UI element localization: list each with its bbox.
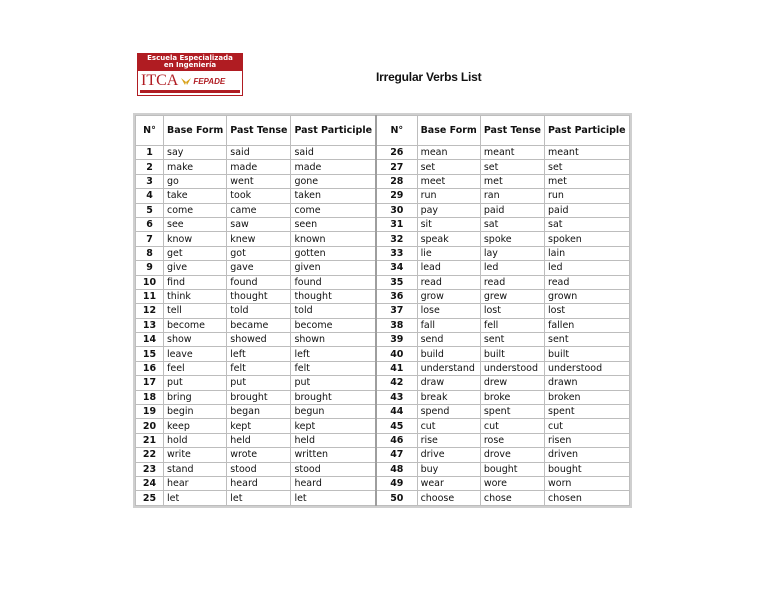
past-tense-cell: meant: [480, 146, 544, 160]
past-participle-cell: grown: [545, 289, 630, 303]
number-cell: 19: [136, 405, 164, 419]
number-cell: 34: [376, 261, 417, 275]
past-participle-cell: come: [291, 203, 376, 217]
past-participle-cell: seen: [291, 217, 376, 231]
past-tense-cell: set: [480, 160, 544, 174]
logo-line1: Escuela Especializada: [147, 54, 233, 62]
base-form-cell: lead: [417, 261, 480, 275]
number-cell: 31: [376, 217, 417, 231]
base-form-cell: wear: [417, 476, 480, 490]
past-tense-cell: got: [227, 246, 291, 260]
past-participle-cell: let: [291, 491, 376, 505]
past-participle-cell: set: [545, 160, 630, 174]
number-cell: 36: [376, 289, 417, 303]
base-form-cell: break: [417, 390, 480, 404]
table-row: [136, 405, 630, 419]
number-cell: 46: [376, 433, 417, 447]
base-form-cell: hear: [164, 476, 227, 490]
base-form-cell: give: [164, 261, 227, 275]
number-cell: 6: [136, 217, 164, 231]
number-cell: 38: [376, 318, 417, 332]
base-form-cell: say: [164, 146, 227, 160]
past-participle-cell: told: [291, 304, 376, 318]
logo-fepade-text: FEPADE: [193, 76, 226, 86]
column-header-number-left: N°: [136, 116, 164, 146]
past-participle-cell: paid: [545, 203, 630, 217]
number-cell: 37: [376, 304, 417, 318]
number-cell: 8: [136, 246, 164, 260]
number-cell: 32: [376, 232, 417, 246]
number-cell: 10: [136, 275, 164, 289]
past-participle-cell: understood: [545, 361, 630, 375]
number-cell: 23: [136, 462, 164, 476]
table-row: [136, 419, 630, 433]
base-form-cell: know: [164, 232, 227, 246]
table-row: [136, 491, 630, 505]
number-cell: 7: [136, 232, 164, 246]
number-cell: 49: [376, 476, 417, 490]
past-tense-cell: grew: [480, 289, 544, 303]
table-row: [136, 333, 630, 347]
base-form-cell: speak: [417, 232, 480, 246]
past-participle-cell: gotten: [291, 246, 376, 260]
past-participle-cell: held: [291, 433, 376, 447]
past-participle-cell: met: [545, 174, 630, 188]
table-row: [136, 217, 630, 231]
logo-itca-text: ITCA: [141, 72, 179, 89]
page-title: Irregular Verbs List: [376, 70, 482, 84]
past-participle-cell: lost: [545, 304, 630, 318]
number-cell: 22: [136, 448, 164, 462]
number-cell: 50: [376, 491, 417, 505]
number-cell: 27: [376, 160, 417, 174]
base-form-cell: run: [417, 189, 480, 203]
number-cell: 24: [136, 476, 164, 490]
base-form-cell: sit: [417, 217, 480, 231]
past-tense-cell: came: [227, 203, 291, 217]
logo-brand-row: [138, 71, 242, 89]
base-form-cell: take: [164, 189, 227, 203]
past-tense-cell: bought: [480, 462, 544, 476]
past-participle-cell: left: [291, 347, 376, 361]
table-row: [136, 347, 630, 361]
past-tense-cell: ran: [480, 189, 544, 203]
past-participle-cell: kept: [291, 419, 376, 433]
past-tense-cell: said: [227, 146, 291, 160]
base-form-cell: buy: [417, 462, 480, 476]
base-form-cell: write: [164, 448, 227, 462]
past-participle-cell: become: [291, 318, 376, 332]
number-cell: 12: [136, 304, 164, 318]
past-tense-cell: rose: [480, 433, 544, 447]
base-form-cell: read: [417, 275, 480, 289]
number-cell: 9: [136, 261, 164, 275]
past-participle-cell: lain: [545, 246, 630, 260]
past-participle-cell: drawn: [545, 376, 630, 390]
base-form-cell: draw: [417, 376, 480, 390]
past-participle-cell: felt: [291, 361, 376, 375]
number-cell: 28: [376, 174, 417, 188]
logo-school-name: [138, 54, 242, 71]
past-participle-cell: found: [291, 275, 376, 289]
number-cell: 20: [136, 419, 164, 433]
past-participle-cell: read: [545, 275, 630, 289]
past-participle-cell: brought: [291, 390, 376, 404]
past-tense-cell: drove: [480, 448, 544, 462]
base-form-cell: think: [164, 289, 227, 303]
base-form-cell: come: [164, 203, 227, 217]
logo-line2: en Ingeniería: [163, 61, 217, 69]
base-form-cell: let: [164, 491, 227, 505]
column-header-base-form-right: Base Form: [417, 116, 480, 146]
past-participle-cell: shown: [291, 333, 376, 347]
past-tense-cell: spent: [480, 405, 544, 419]
column-header-past-participle-left: Past Participle: [291, 116, 376, 146]
base-form-cell: show: [164, 333, 227, 347]
number-cell: 11: [136, 289, 164, 303]
base-form-cell: drive: [417, 448, 480, 462]
base-form-cell: choose: [417, 491, 480, 505]
past-tense-cell: made: [227, 160, 291, 174]
past-participle-cell: fallen: [545, 318, 630, 332]
past-tense-cell: found: [227, 275, 291, 289]
past-participle-cell: worn: [545, 476, 630, 490]
past-tense-cell: cut: [480, 419, 544, 433]
number-cell: 14: [136, 333, 164, 347]
past-tense-cell: felt: [227, 361, 291, 375]
past-participle-cell: made: [291, 160, 376, 174]
past-tense-cell: drew: [480, 376, 544, 390]
number-cell: 48: [376, 462, 417, 476]
past-tense-cell: went: [227, 174, 291, 188]
fepade-mark-icon: [181, 77, 191, 86]
table-row: [136, 448, 630, 462]
past-participle-cell: known: [291, 232, 376, 246]
base-form-cell: rise: [417, 433, 480, 447]
base-form-cell: fall: [417, 318, 480, 332]
table-row: [136, 433, 630, 447]
past-tense-cell: met: [480, 174, 544, 188]
table-row: [136, 476, 630, 490]
number-cell: 30: [376, 203, 417, 217]
past-tense-cell: paid: [480, 203, 544, 217]
table-row: [136, 275, 630, 289]
past-tense-cell: wrote: [227, 448, 291, 462]
past-participle-cell: meant: [545, 146, 630, 160]
past-participle-cell: stood: [291, 462, 376, 476]
past-participle-cell: spent: [545, 405, 630, 419]
past-participle-cell: said: [291, 146, 376, 160]
past-participle-cell: put: [291, 376, 376, 390]
base-form-cell: keep: [164, 419, 227, 433]
number-cell: 18: [136, 390, 164, 404]
past-tense-cell: let: [227, 491, 291, 505]
base-form-cell: grow: [417, 289, 480, 303]
number-cell: 15: [136, 347, 164, 361]
table-row: [136, 462, 630, 476]
table-row: [136, 146, 630, 160]
table-row: [136, 189, 630, 203]
number-cell: 4: [136, 189, 164, 203]
past-tense-cell: kept: [227, 419, 291, 433]
number-cell: 26: [376, 146, 417, 160]
number-cell: 42: [376, 376, 417, 390]
base-form-cell: go: [164, 174, 227, 188]
past-participle-cell: written: [291, 448, 376, 462]
number-cell: 17: [136, 376, 164, 390]
base-form-cell: feel: [164, 361, 227, 375]
past-tense-cell: knew: [227, 232, 291, 246]
past-tense-cell: left: [227, 347, 291, 361]
past-tense-cell: fell: [480, 318, 544, 332]
number-cell: 5: [136, 203, 164, 217]
base-form-cell: mean: [417, 146, 480, 160]
number-cell: 44: [376, 405, 417, 419]
number-cell: 43: [376, 390, 417, 404]
past-tense-cell: became: [227, 318, 291, 332]
past-tense-cell: wore: [480, 476, 544, 490]
past-participle-cell: built: [545, 347, 630, 361]
base-form-cell: begin: [164, 405, 227, 419]
table-row: [136, 361, 630, 375]
number-cell: 29: [376, 189, 417, 203]
irregular-verbs-table: [135, 115, 630, 506]
past-tense-cell: read: [480, 275, 544, 289]
base-form-cell: stand: [164, 462, 227, 476]
past-tense-cell: chose: [480, 491, 544, 505]
column-header-number-right: N°: [376, 116, 417, 146]
number-cell: 13: [136, 318, 164, 332]
past-participle-cell: risen: [545, 433, 630, 447]
table-row: [136, 390, 630, 404]
number-cell: 1: [136, 146, 164, 160]
table-row: [136, 318, 630, 332]
number-cell: 21: [136, 433, 164, 447]
number-cell: 40: [376, 347, 417, 361]
number-cell: 16: [136, 361, 164, 375]
past-participle-cell: sat: [545, 217, 630, 231]
number-cell: 3: [136, 174, 164, 188]
base-form-cell: build: [417, 347, 480, 361]
number-cell: 45: [376, 419, 417, 433]
past-participle-cell: heard: [291, 476, 376, 490]
past-tense-cell: brought: [227, 390, 291, 404]
base-form-cell: put: [164, 376, 227, 390]
table-row: [136, 261, 630, 275]
past-tense-cell: held: [227, 433, 291, 447]
past-participle-cell: sent: [545, 333, 630, 347]
past-tense-cell: began: [227, 405, 291, 419]
table-row: [136, 376, 630, 390]
base-form-cell: spend: [417, 405, 480, 419]
column-header-base-form-left: Base Form: [164, 116, 227, 146]
past-tense-cell: saw: [227, 217, 291, 231]
base-form-cell: tell: [164, 304, 227, 318]
past-tense-cell: stood: [227, 462, 291, 476]
table-row: [136, 174, 630, 188]
base-form-cell: pay: [417, 203, 480, 217]
past-tense-cell: took: [227, 189, 291, 203]
past-participle-cell: thought: [291, 289, 376, 303]
number-cell: 33: [376, 246, 417, 260]
past-participle-cell: taken: [291, 189, 376, 203]
base-form-cell: hold: [164, 433, 227, 447]
past-tense-cell: heard: [227, 476, 291, 490]
base-form-cell: cut: [417, 419, 480, 433]
itca-fepade-logo: [137, 53, 243, 96]
base-form-cell: make: [164, 160, 227, 174]
base-form-cell: become: [164, 318, 227, 332]
past-tense-cell: spoke: [480, 232, 544, 246]
base-form-cell: understand: [417, 361, 480, 375]
past-tense-cell: lay: [480, 246, 544, 260]
base-form-cell: lose: [417, 304, 480, 318]
base-form-cell: see: [164, 217, 227, 231]
table-row: [136, 304, 630, 318]
number-cell: 2: [136, 160, 164, 174]
column-header-past-tense-left: Past Tense: [227, 116, 291, 146]
past-participle-cell: led: [545, 261, 630, 275]
table-row: [136, 232, 630, 246]
past-participle-cell: driven: [545, 448, 630, 462]
base-form-cell: find: [164, 275, 227, 289]
base-form-cell: bring: [164, 390, 227, 404]
past-tense-cell: sent: [480, 333, 544, 347]
past-participle-cell: begun: [291, 405, 376, 419]
number-cell: 39: [376, 333, 417, 347]
past-tense-cell: thought: [227, 289, 291, 303]
number-cell: 47: [376, 448, 417, 462]
base-form-cell: meet: [417, 174, 480, 188]
table-row: [136, 289, 630, 303]
base-form-cell: set: [417, 160, 480, 174]
past-participle-cell: chosen: [545, 491, 630, 505]
column-header-past-tense-right: Past Tense: [480, 116, 544, 146]
number-cell: 25: [136, 491, 164, 505]
number-cell: 41: [376, 361, 417, 375]
past-participle-cell: given: [291, 261, 376, 275]
table-header-row: [136, 116, 630, 146]
past-participle-cell: cut: [545, 419, 630, 433]
past-participle-cell: run: [545, 189, 630, 203]
past-tense-cell: put: [227, 376, 291, 390]
base-form-cell: send: [417, 333, 480, 347]
past-tense-cell: told: [227, 304, 291, 318]
past-tense-cell: built: [480, 347, 544, 361]
past-participle-cell: bought: [545, 462, 630, 476]
past-tense-cell: lost: [480, 304, 544, 318]
base-form-cell: leave: [164, 347, 227, 361]
table-row: [136, 246, 630, 260]
past-tense-cell: sat: [480, 217, 544, 231]
table-row: [136, 160, 630, 174]
past-participle-cell: spoken: [545, 232, 630, 246]
past-tense-cell: understood: [480, 361, 544, 375]
column-header-past-participle-right: Past Participle: [545, 116, 630, 146]
number-cell: 35: [376, 275, 417, 289]
past-participle-cell: broken: [545, 390, 630, 404]
past-tense-cell: broke: [480, 390, 544, 404]
base-form-cell: lie: [417, 246, 480, 260]
past-tense-cell: gave: [227, 261, 291, 275]
past-tense-cell: showed: [227, 333, 291, 347]
table-row: [136, 203, 630, 217]
logo-bottom-bar: [140, 90, 240, 93]
past-participle-cell: gone: [291, 174, 376, 188]
base-form-cell: get: [164, 246, 227, 260]
past-tense-cell: led: [480, 261, 544, 275]
